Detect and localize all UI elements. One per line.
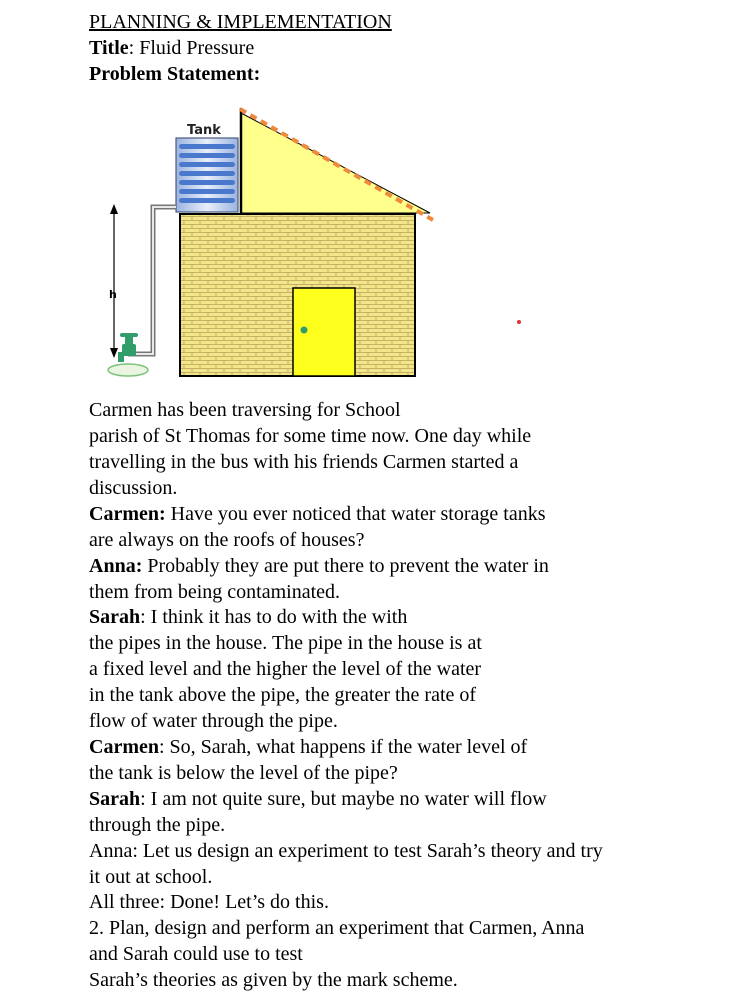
dialogue-line: a fixed level and the higher the level of the water [89,658,482,680]
dialogue-line: the pipes in the house. The pipe in the house is at [89,632,482,654]
story-line: discussion. [89,477,178,499]
dialogue-anna: Anna: Let us design an experiment to test Sarah’s theory and try [89,840,603,862]
tap-icon [118,333,138,362]
height-label: h [109,288,117,301]
dialogue-anna: Anna: Probably they are put there to prevent the water in [89,555,549,577]
dialogue-sarah: Sarah: I think it has to do with the with [89,606,408,628]
speaker-name: Sarah [89,788,141,810]
dialogue-line: through the pipe. [89,814,226,836]
story-line: travelling in the bus with his friends Carmen started a [89,451,519,473]
speaker-name: Carmen [89,736,159,758]
dialogue-line: them from being contaminated. [89,581,341,603]
fluid-pressure-diagram [100,100,440,380]
dialogue-all: All three: Done! Let’s do this. [89,891,329,913]
task-line: and Sarah could use to test [89,943,303,965]
tank-label: Tank [187,123,221,138]
story-line: parish of St Thomas for some time now. One day while [89,425,532,447]
dialogue-line: are always on the roofs of houses? [89,529,365,551]
task-line: 2. Plan, design and perform an experiment that Carmen, Anna [89,917,585,939]
dialogue-line: it out at school. [89,866,213,888]
dialogue-line: the tank is below the level of the pipe? [89,762,398,784]
dialogue-sarah: Sarah: I am not quite sure, but maybe no water will flow [89,788,547,810]
dialogue-line: flow of water through the pipe. [89,710,338,732]
section-heading: PLANNING & IMPLEMENTATION [89,11,392,33]
speaker-name: Anna: [89,555,143,577]
title-line [89,35,254,61]
problem-statement-label: Problem Statement: [89,63,261,85]
title-value: : Fluid Pressure [128,37,255,59]
dialogue-carmen: Carmen: So, Sarah, what happens if the water level of [89,736,528,758]
stray-dot [517,320,521,324]
title-label: Title [89,37,129,59]
door-knob [301,327,308,334]
story-line: Carmen has been traversing for School [89,399,401,421]
speaker-name: Sarah [89,606,141,628]
dialogue-line: in the tank above the pipe, the greater the rate of [89,684,477,706]
water-bowl [108,364,148,376]
task-line: Sarah’s theories as given by the mark scheme. [89,969,458,991]
dialogue-carmen: Carmen: Have you ever noticed that water storage tanks [89,503,546,525]
speaker-name: Carmen: [89,503,166,525]
